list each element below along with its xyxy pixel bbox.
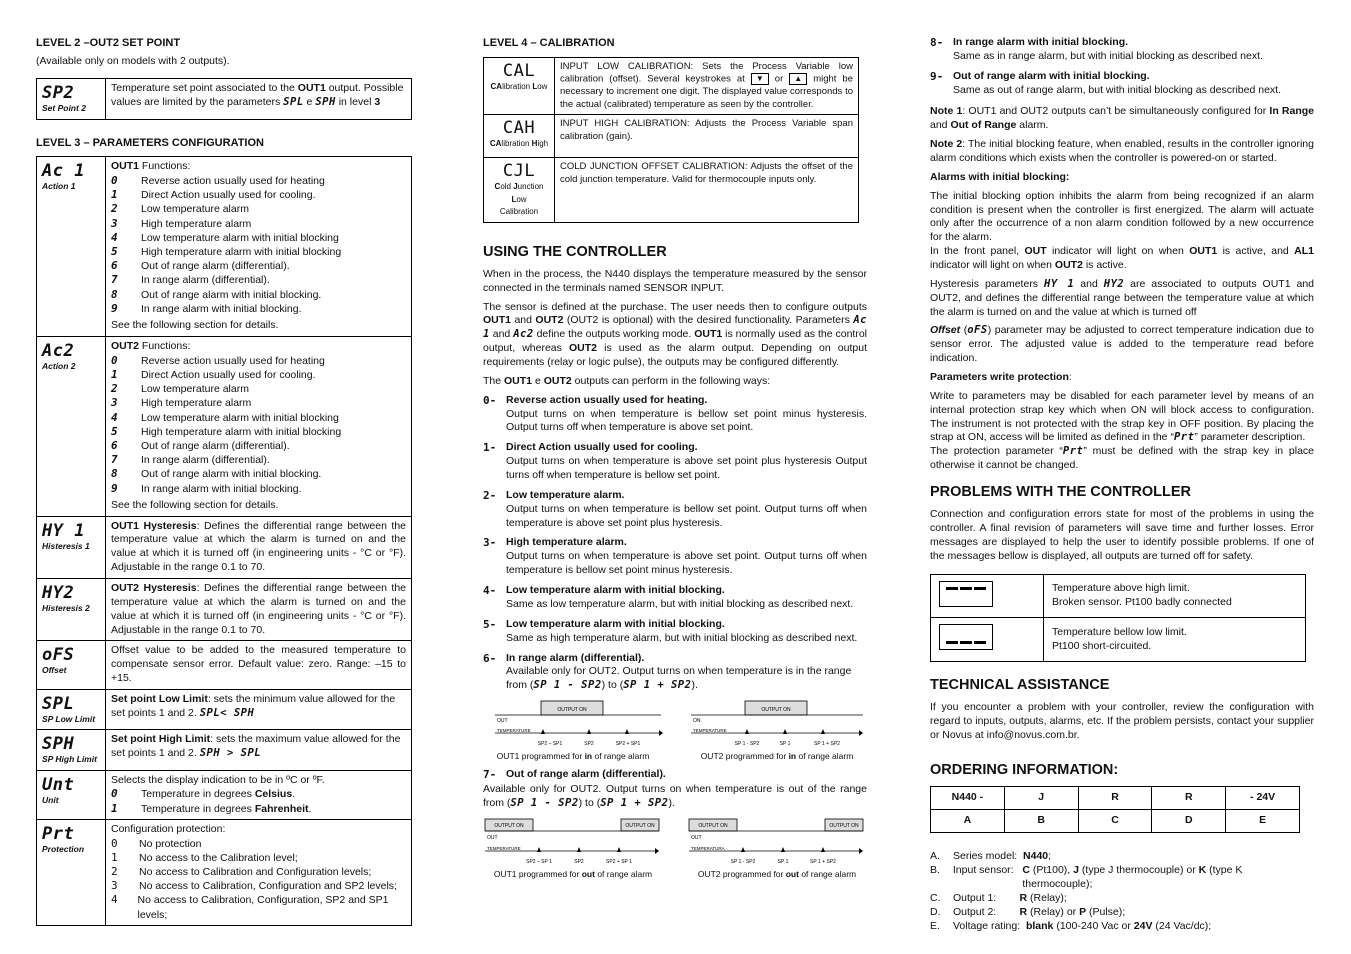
ac1-code: Ac 1 — [42, 161, 85, 182]
level4-title: LEVEL 4 – CALIBRATION — [483, 37, 615, 49]
note-1: Note 1: OUT1 and OUT2 outputs can’t be simultaneously configured for In Range and Out of Range alarm. — [930, 105, 1315, 132]
column-left — [36, 36, 412, 926]
tech-title: TECHNICAL ASSISTANCE — [930, 677, 1110, 694]
param-unt: Unt Unit Selects the display indication to be in ºC or ºF. 0 Temperature in degrees Celsius. 1 Temperature in degrees Fahrenheit. — [37, 770, 412, 819]
out-range-diagrams: OUTPUT ON OUTPUT ON OUT TEMPERATURE SP2 – SP 1 SP2 SP2 + SP 1 OUT1 programmed for out of range alarm OUTPUT ON OUTPUT ON OUT TEMPERATURA SP 1 - SP2 SP 1 SP 1 + SP2 OUT2 programmed for out of range alarm — [483, 817, 867, 880]
hysteresis-text: Hysteresis parameters HY 1 and HY2 are associated to outputs OUT1 and OUT2, and defines the differential range between the temperature value at which the alarm is turned on and the value at which is turned off — [930, 277, 1315, 318]
action-option: 4 Low temperature alarm with initial blocking — [111, 410, 339, 424]
svg-text:OUTPUT ON: OUTPUT ON — [761, 707, 791, 714]
mode-list — [483, 394, 867, 646]
mode-item-9: 9- Out of range alarm with initial blocking. Same as out of range alarm, but with initial blocking as described next. — [930, 69, 1282, 96]
calibration-table — [483, 57, 859, 223]
front-panel-text: In the front panel, OUT indicator will light on when OUT1 is active, and AL1 indicator will light on when OUT2 is active. — [930, 245, 1314, 272]
svg-text:TEMPERATURE: TEMPERATURE — [487, 845, 521, 851]
sp2-sub: Set Point 2 — [42, 103, 86, 114]
note-2: Note 2: The initial blocking feature, when enabled, results in the controller ignoring alarm conditions which exists when the controller is powered-on or started. — [930, 138, 1314, 165]
mode-item-7: 7- Out of range alarm (differential). — [483, 768, 666, 782]
ordering-table: N440 - J R R - 24V A B C D E — [930, 786, 1300, 833]
svg-text:TEMPERATURE: TEMPERATURE — [497, 728, 531, 734]
using-p2: The sensor is defined at the purchase. The user needs then to configure outputs OUT1 and OUT2 (OUT2 is optional) with the desired functionality. Parameters Ac 1 and Ac2 define the outputs working mode. OUT1 is normally used as the control output, whereas OUT2 is used as the alarm output. Depending on output requirements (relay or logic pulse), the outputs may be configured differently. — [483, 300, 868, 369]
level3-title: LEVEL 3 – PARAMETERS CONFIGURATION — [36, 136, 264, 149]
svg-text:OUT: OUT — [691, 834, 702, 841]
action-option: 3 High temperature alarm — [111, 396, 252, 410]
level3-table — [36, 156, 412, 926]
svg-text:SP2: SP2 — [574, 858, 584, 865]
action-option: 0 Reverse action usually used for heating — [111, 353, 325, 367]
mode-item: 2- Low temperature alarm. Output turns on when temperature is bellow set point. Output turns off when temperature is above set point plus hysteresis. — [483, 488, 867, 529]
svg-text:OUT: OUT — [487, 834, 498, 841]
action-option: 6 Out of range alarm (differential). — [111, 259, 290, 273]
param-ac1: Ac 1 Action 1 OUT1 Functions: 0 Reverse action usually used for heating 1 Direct Action usually used for cooling. 2 Low temperature alarm 3 High temperature alarm 4 Low temperature alarm with initial blocking 5 High temperature alarm with initial blocking 6 Out of range alarm (differential). 7 In range alarm (differential). 8 Out of range alarm with initial blocking. 9 In range alarm with initial blocking. See the following section for details. — [37, 157, 412, 337]
error-display-bottom-icon — [939, 624, 993, 650]
action-option: 7 In range alarm (differential). — [111, 453, 270, 467]
param-sph: SPH SP High Limit Set point High Limit: sets the maximum value allowed for the set points 1 and 2. SPH > SPL — [37, 730, 412, 770]
action-option: 9 In range alarm with initial blocking. — [111, 301, 302, 315]
param-ac2: Ac2 Action 2 OUT2 Functions: 0 Reverse action usually used for heating 1 Direct Action usually used for cooling. 2 Low temperature alarm 3 High temperature alarm 4 Low temperature alarm with initial blocking 5 High temperature alarm with initial blocking 6 Out of range alarm (differential). 7 In range alarm (differential). 8 Out of range alarm with initial blocking. 9 In range alarm with initial blocking. See the following section for details. — [37, 336, 412, 516]
ordering-list: A. Series model: N440 ; B. Input sensor: C (Pt100), J (type J thermocouple) or K (type K thermocouple); C. Output 1: R (Relay); D. Output 2: R (Relay) or P (Pulse); E. Voltage rating: blank (100-240 Vac or 24V (24 Vac/dc); — [930, 849, 1243, 932]
problems-text: Connection and configuration errors state for most of the problems in using the controller. A final revision of parameters will save time and further losses. Error messages are displayed to help the user to identify possible problems. If one of the messages bellow is displayed, all outputs are turned off for safety. — [930, 508, 1314, 562]
svg-text:OUT: OUT — [497, 718, 508, 725]
error-table: Temperature above high limit. Broken sensor. Pt100 badly connected Temperature bellow low limit. Pt100 short-circuited. — [930, 574, 1306, 663]
svg-text:TEMPERATURE: TEMPERATURE — [693, 728, 727, 734]
param-hy1: HY 1 Histeresis 1 OUT1 Hysteresis: Defines the differential range between the temperature value at which the alarm is turned on and the value at which it is turned off (in engineering units - °C or °F). Adjustable in the range 0.1 to 70. — [37, 516, 412, 578]
ac2-code: Ac2 — [42, 340, 75, 361]
action-option: 5 High temperature alarm with initial blocking — [111, 244, 342, 258]
action-option: 7 In range alarm (differential). — [111, 273, 270, 287]
svg-text:TEMPERATURA: TEMPERATURA — [691, 845, 725, 851]
column-middle: LEVEL 4 – CALIBRATION CAL CAlibration Low INPUT LOW CALIBRATION: Sets the Process Variable low calibration (offset). Several keystrokes at ▼ or ▲ might be necessary to increment one digit. The displayed value corresponds to the actual (calibrated) temperature as seen by the controller. CAH CAlibration High INPUT HIGH CALIBRATION: Adjusts the Process Variable span calibration (gain). CJL Cold Junction Low Calibration COLD JUNCTION OFFSET CALIBRATION: Adjusts the offset of the cold junction temperature. Valid for thermocouple inputs only. USING THE CONTROLLER When in the process, the N440 displays the temperature measured by the sensor connected in the terminals named SENSOR INPUT. The sensor is defined at the purchase. The user needs then to configure outputs OUT1 and OUT2 (OUT2 is optional) with the desired functionality. Parameters Ac 1 and Ac2 define the outputs working mode. OUT1 is normally used as the control output, whereas OUT2 is used as the alarm output. Depending on output requirements (relay or logic pulse), the outputs may be configured differently. The OUT1 e OUT2 outputs can perform in the following ways: 0- Reverse action usually used for heating. Output turns on when temperature is bellow set point minus hysteresis. Output turns off when temperature is above set point. 1- Direct Action usually used for cooling. Output turns on when temperature is above set point plus hysteresis Output turns off when temperature is bellow set point. 2- Low temperature alarm. Output turns on when temperature is bellow set point. Output turns off when temperature is above set point plus hysteresis. 3- High temperature alarm. Output turns on when temperature is above set point. Output turns off when temperature is bellow set point minus hysteresis. 4- Low temperature alarm with initial blocking. Same as low temperature alarm, but with initial blocking as described next. 5- Low temperature alarm with initial blocking. Same as high temperature alarm, but with initial blocking as described next. 6- In range alarm (differential). Available only for OUT2. Output turns on when temperature is in the range from (SP 1 - SP2) to (SP 1 + SP2). OUTPUT ON OUT TEMPERATURE SP2 – SP1 SP2 SP2 + SP1 OUT1 programmed for in of range alarm OUTPUT ON ON TEMPERATURE SP 1 - SP2 SP 1 SP 1 + SP2 OUT2 programmed for in of range alarm 7- Out of range alarm (differential). Available only for OUT2. Output turns on when temperature is out of the range from (SP 1 - SP2) to (SP 1 + SP2). OUTPUT ON OUTPUT ON OUT TEMPERATURE SP2 – SP 1 SP2 SP2 + SP 1 OUT1 programmed for out of range alarm OUTPUT ON OUTPUT ON OUT TEMPERATURA SP 1 - SP2 SP 1 SP 1 + SP2 OUT2 programmed for out of range alarm — [483, 37, 868, 879]
problems-title: PROBLEMS WITH THE CONTROLLER — [930, 484, 1191, 501]
svg-text:OUTPUT ON: OUTPUT ON — [494, 822, 524, 829]
mode-item-8: 8- In range alarm with initial blocking. Same as in range alarm, but with initial blocking as described next. — [930, 36, 1263, 62]
param-hy2: HY2 Histeresis 2 OUT2 Hysteresis: Defines the differential range between the temperature value at which the alarm is turned on and the value at which it is turned off (in engineering units - °C or °F). Adjustable in the range 0.1 to 70. — [37, 579, 412, 641]
ordering-title: ORDERING INFORMATION: — [930, 762, 1119, 779]
level2-note: (Available only on models with 2 outputs). — [36, 54, 230, 67]
alarms-initial-blocking-heading: Alarms with initial blocking: — [930, 170, 1070, 183]
svg-text:SP2 – SP1: SP2 – SP1 — [537, 741, 563, 748]
action-option: 3 High temperature alarm — [111, 216, 252, 230]
svg-text:SP 1 + SP2: SP 1 + SP2 — [814, 741, 840, 748]
svg-text:SP2 – SP 1: SP2 – SP 1 — [526, 858, 552, 865]
param-ofs: oFS Offset Offset value to be added to the measured temperature to compensate sensor error. Default value: zero. Range: –15 to +15. — [37, 641, 412, 690]
svg-text:OUTPUT ON: OUTPUT ON — [557, 707, 587, 714]
svg-text:SP 1: SP 1 — [779, 741, 791, 748]
svg-text:OUTPUT ON: OUTPUT ON — [829, 822, 859, 829]
out2-out-range-diagram — [687, 817, 867, 869]
column-right — [930, 36, 1314, 933]
sp2-code: SP2 — [42, 83, 75, 104]
up-key-icon: ▲ — [789, 73, 807, 85]
action-option: 2 Low temperature alarm — [111, 202, 249, 216]
action-option: 1 Direct Action usually used for cooling. — [111, 367, 316, 381]
action-option: 0 Reverse action usually used for heating — [111, 173, 325, 187]
protection-param-text: The protection parameter “Prt” must be defined with the strap key in place otherwise it cannot be changed. — [930, 445, 1315, 472]
out1-in-range-diagram — [483, 699, 663, 751]
using-p1: When in the process, the N440 displays the temperature measured by the sensor connected in the terminals named SENSOR INPUT. — [483, 267, 867, 294]
svg-text:SP 1: SP 1 — [777, 858, 789, 865]
initial-blocking-text: The initial blocking option inhibits the alarm from being recognized if an alarm condition is present when the controller is first energized. The alarm will actuate only after the occurrence of a non alarm condition followed by a new occurrence for the alarm. — [930, 189, 1314, 244]
ac1-options — [111, 174, 406, 316]
action-option: 9 In range alarm with initial blocking. — [111, 481, 302, 495]
offset-text: Offset (oFS) parameter may be adjusted to correct temperature indication due to sensor error. The adjusted value is added to the temperature read before indication. — [930, 324, 1314, 365]
mode-item-6: 6- In range alarm (differential). Available only for OUT2. Output turns on when temperature is in the range from (SP 1 - SP2) to (SP 1 + SP2). — [483, 651, 852, 692]
write-protection-heading: Parameters write protection: — [930, 371, 1072, 384]
svg-text:OUTPUT ON: OUTPUT ON — [625, 822, 655, 829]
mode-item: 1- Direct Action usually used for cooling. Output turns on when temperature is above set point plus hysteresis Output turns off when temperature is bellow set point. — [483, 441, 867, 482]
action-option: 2 Low temperature alarm — [111, 382, 249, 396]
out1-out-range-diagram — [483, 817, 663, 869]
svg-text:SP2 + SP 1: SP2 + SP 1 — [606, 858, 632, 865]
svg-text:SP 1 + SP2: SP 1 + SP2 — [810, 858, 836, 865]
error-display-top-icon — [939, 581, 993, 607]
ac2-options — [111, 354, 406, 496]
mode-item: 4- Low temperature alarm with initial blocking. Same as low temperature alarm, but with initial blocking as described next. — [483, 584, 854, 610]
mode-item: 5- Low temperature alarm with initial blocking. Same as high temperature alarm, but with initial blocking as described next. — [483, 617, 858, 644]
sp2-table — [36, 78, 412, 119]
sp2-desc: Temperature set point associated to the OUT1 output. Possible values are limited by the parameters SPL e SPH in level 3 — [106, 79, 412, 119]
param-cjl: CJL Cold Junction Low Calibration COLD JUNCTION OFFSET CALIBRATION: Adjusts the offset of the cold junction temperature. Valid for thermocouple inputs only. — [484, 158, 859, 223]
mode-item: 3- High temperature alarm. Output turns on when temperature is above set point. Output turns off when temperature is bellow set point minus hysteresis. — [483, 536, 867, 577]
action-option: 8 Out of range alarm with initial blocking. — [111, 287, 322, 301]
svg-text:OUTPUT ON: OUTPUT ON — [698, 822, 728, 829]
in-range-diagrams: OUTPUT ON OUT TEMPERATURE SP2 – SP1 SP2 SP2 + SP1 OUT1 programmed for in of range alarm OUTPUT ON ON TEMPERATURE SP 1 - SP2 SP 1 SP 1 + SP2 OUT2 programmed for in of range alarm — [483, 699, 867, 762]
action-option: 4 Low temperature alarm with initial blocking — [111, 230, 339, 244]
action-option: 5 High temperature alarm with initial blocking — [111, 424, 342, 438]
using-title: USING THE CONTROLLER — [483, 243, 667, 260]
tech-text: If you encounter a problem with your controller, review the configuration with regard to inputs, outputs, alarms, etc. If the problem persists, contact your supplier or Novus at info@novus.com.br. — [930, 701, 1314, 742]
svg-text:SP2: SP2 — [584, 741, 594, 748]
param-cal: CAL CAlibration Low INPUT LOW CALIBRATION: Sets the Process Variable low calibration (offset). Several keystrokes at ▼ or ▲ might be necessary to increment one digit. The displayed value corresponds to the actual (calibrated) temperature as seen by the controller. — [484, 57, 859, 115]
action-option: 6 Out of range alarm (differential). — [111, 438, 290, 452]
mode-item: 0- Reverse action usually used for heating. Output turns on when temperature is bellow set point minus hysteresis. Output turns off when temperature is above set point. — [483, 393, 867, 434]
svg-text:SP 1 - SP2: SP 1 - SP2 — [734, 741, 760, 748]
write-protection-text: Write to parameters may be disabled for each parameter level by means of an internal protection strap key which when ON will block access to configuration. The instrument is not protected with the strap key in OFF position. By placing the strap at ON, access will be limited as defined in the “Prt” parameter description. — [930, 389, 1314, 444]
action-option: 8 Out of range alarm with initial blocking. — [111, 467, 322, 481]
param-cah: CAH CAlibration High INPUT HIGH CALIBRATION: Adjusts the Process Variable span calibration (gain). — [484, 115, 859, 158]
using-p3: The OUT1 e OUT2 outputs can perform in the following ways: — [483, 374, 771, 387]
svg-text:SP2 + SP1: SP2 + SP1 — [615, 741, 641, 748]
action-option: 1 Direct Action usually used for cooling. — [111, 188, 316, 202]
svg-text:ON: ON — [693, 718, 701, 725]
out2-in-range-diagram — [687, 699, 867, 751]
level2-title: LEVEL 2 –OUT2 SET POINT — [36, 37, 181, 49]
down-key-icon: ▼ — [751, 73, 769, 85]
param-prt: Prt Protection Configuration protection: 0 No protection 1 No access to the Calibration level; 2 No access to Calibration and Configuration levels; 3 No access to Calibration, Configuration and SP2 levels; 4 No access to Calibration, Configuration, SP2 and SP1 levels; — [37, 819, 412, 925]
param-spl: SPL SP Low Limit Set point Low Limit: sets the minimum value allowed for the set points 1 and 2. SPL< SPH — [37, 690, 412, 730]
svg-text:SP 1 - SP2: SP 1 - SP2 — [730, 858, 756, 865]
